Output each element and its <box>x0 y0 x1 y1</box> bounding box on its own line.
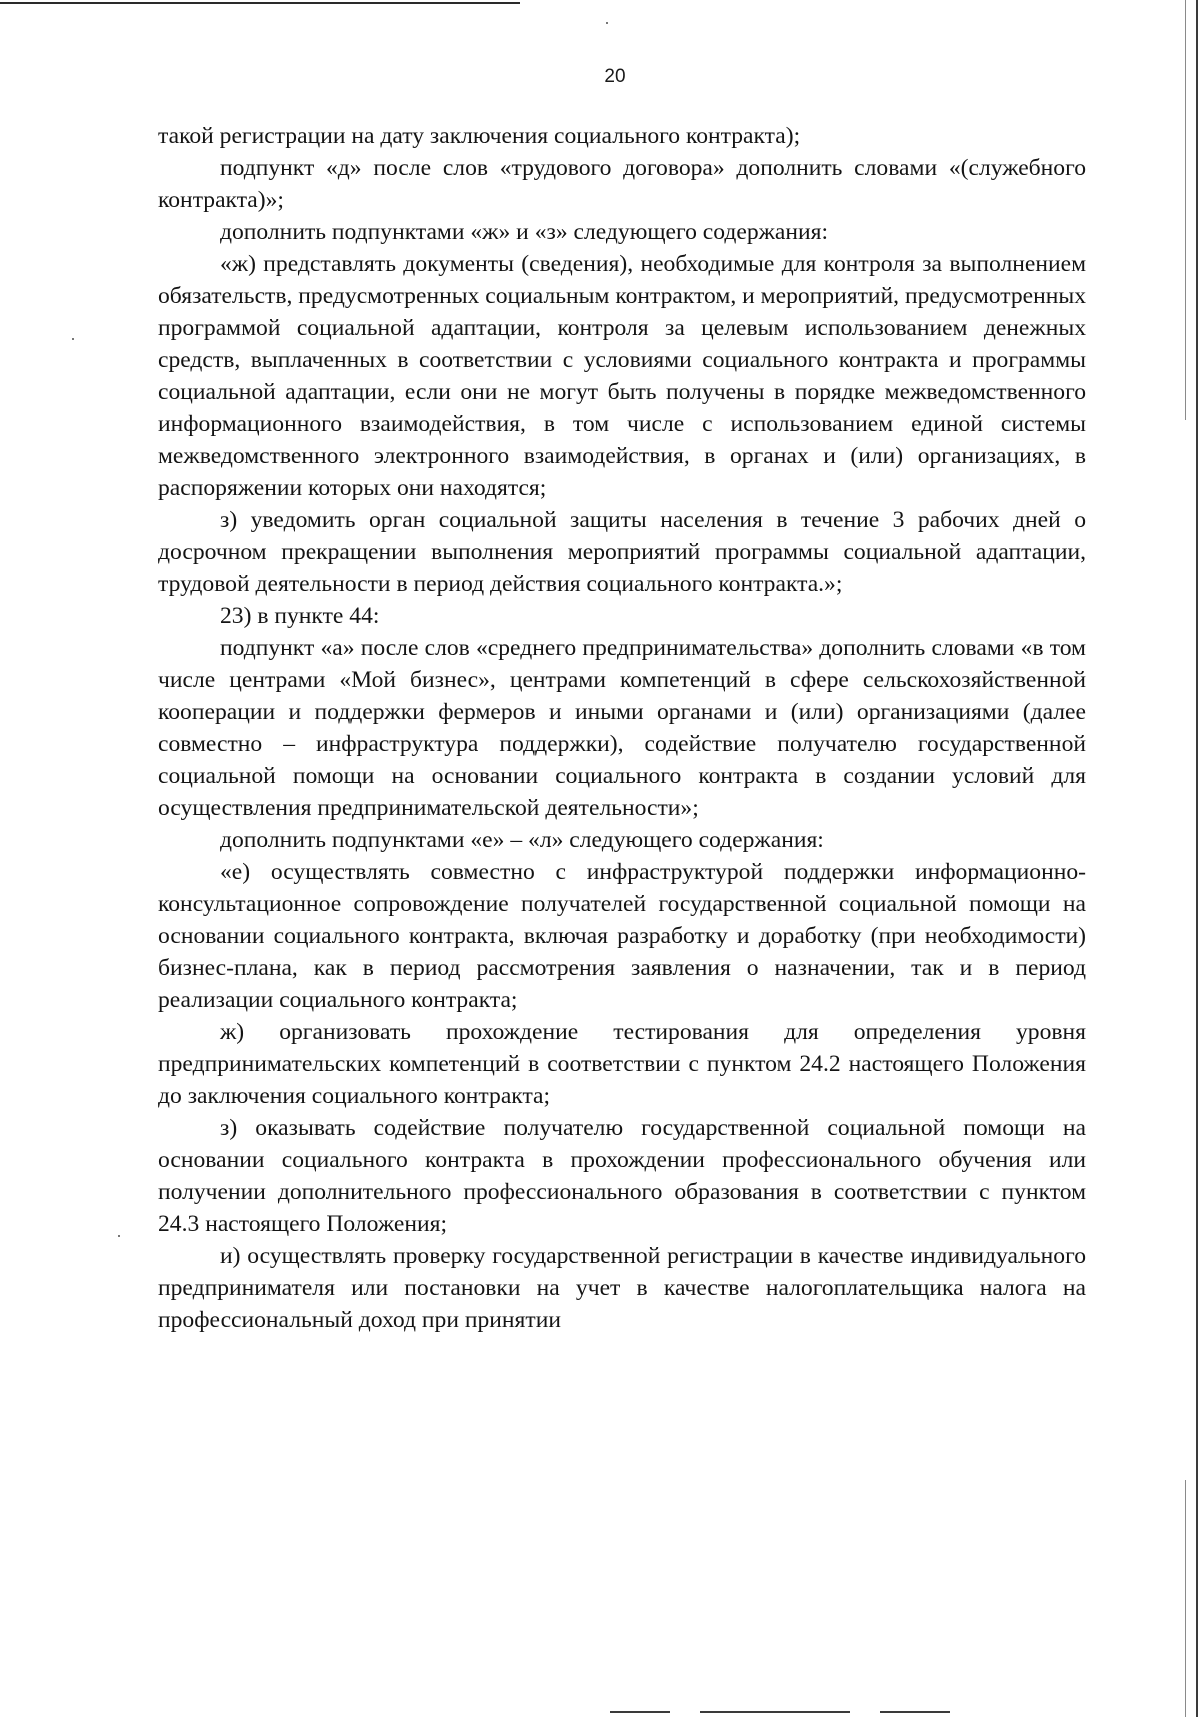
paragraph: дополнить подпунктами «ж» и «з» следующего содержания: <box>220 219 829 245</box>
paragraph: «ж) представлять документы (сведения), необходимые для контроля за выполнением обязательств, предусмотренных социальным контрактом, и мероприятий, предусмотренных программой социальной адаптации, контроля за целевым использованием денежных средств, выплаченных в соответствии с условиями социального контракта и программы социальной адаптации, если они не могут быть получены в порядке межведомственного информационного взаимодействия, в том числе с использованием единой системы межведомственного электронного взаимодействия, в органах и (или) организациях, в распоряжении которых они находятся; <box>158 251 1086 501</box>
paragraph: подпункт «а» после слов «среднего предпринимательства» дополнить словами «в том числе центрами «Мой бизнес», центрами компетенций в сфере сельскохозяйственной кооперации и поддержки фермеров и иными органами и (или) организациями (далее совместно – инфраструктура поддержки), содействие получателю государственной социальной помощи на основании социального контракта в создании условий для осуществления предпринимательской деятельности»; <box>158 635 1086 821</box>
scan-border-bottom <box>610 1711 670 1713</box>
scan-speck <box>606 22 608 24</box>
scan-border-bottom <box>700 1711 850 1713</box>
paragraph: дополнить подпунктами «е» – «л» следующего содержания: <box>220 827 824 853</box>
scan-border-right <box>1196 0 1198 1717</box>
scan-border-dash <box>380 2 470 4</box>
scan-border-right-inner <box>1185 1480 1186 1717</box>
paragraph: з) оказывать содействие получателю государственной социальной помощи на основании социального контракта в прохождении профессионального обучения или получении дополнительного профессионального образования в соответствии с пунктом 24.3 настоящего Положения; <box>158 1115 1086 1237</box>
page-number: 20 <box>604 66 626 87</box>
paragraph: 23) в пункте 44: <box>220 603 380 629</box>
paragraph: з) уведомить орган социальной защиты населения в течение 3 рабочих дней о досрочном прекращении выполнения мероприятий программы социальной адаптации, трудовой деятельности в период действия социального контракта.»; <box>158 507 1086 597</box>
scan-border-bottom <box>880 1711 950 1713</box>
scan-speck <box>118 1235 120 1237</box>
scan-border-right-inner <box>1185 0 1186 420</box>
scan-border-dash <box>200 2 230 4</box>
paragraph: ж) организовать прохождение тестирования для определения уровня предпринимательских компетенций в соответствии с пунктом 24.2 настоящего Положения до заключения социального контракта; <box>158 1019 1086 1109</box>
paragraph: и) осуществлять проверку государственной регистрации в качестве индивидуального предпринимателя или постановки на учет в качестве налогоплательщика налога на профессиональный доход при принятии <box>158 1243 1086 1333</box>
paragraph: подпункт «д» после слов «трудового договора» дополнить словами «(служебного контракта)»; <box>158 155 1086 213</box>
scan-border-dash <box>500 2 520 4</box>
paragraph: «е) осуществлять совместно с инфраструктурой поддержки информационно-консультационное сопровождение получателей государственной социальной помощи на основании социального контракта, включая разработку и доработку (при необходимости) бизнес-плана, как в период рассмотрения заявления о назначении, так и в период реализации социального контракта; <box>158 859 1086 1013</box>
paragraph: такой регистрации на дату заключения социального контракта); <box>158 123 801 149</box>
scan-border-dash <box>300 2 340 4</box>
scan-speck <box>72 338 74 340</box>
document-body <box>158 120 1086 1336</box>
